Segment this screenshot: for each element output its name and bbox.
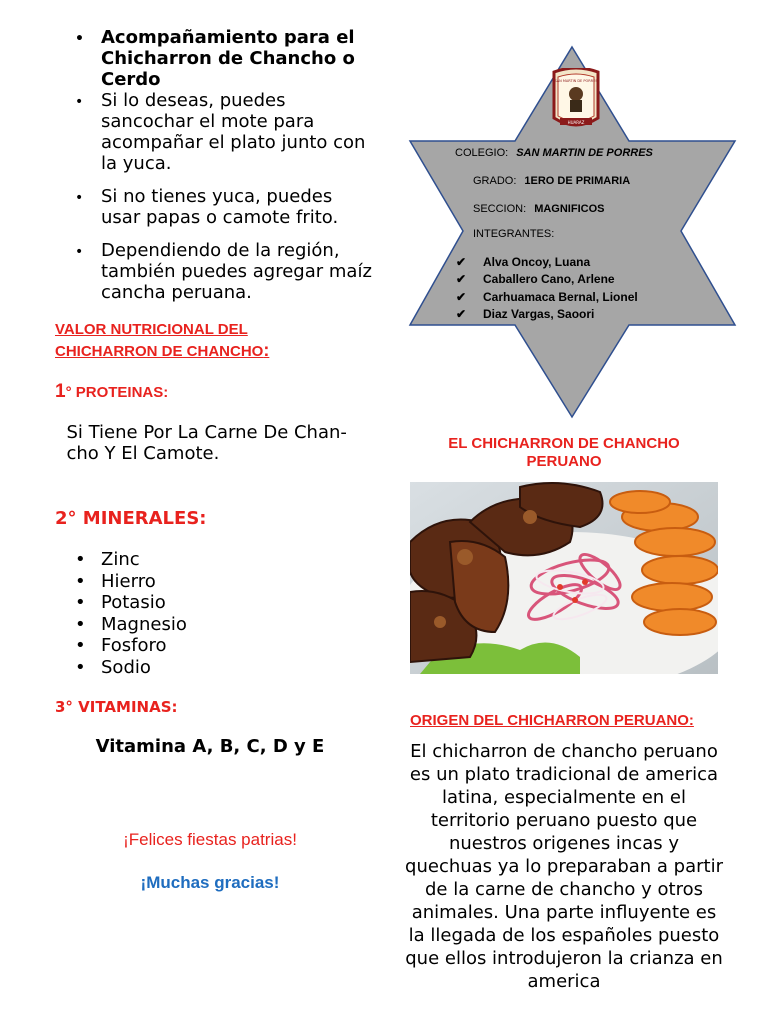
check-icon: ✔ (456, 290, 467, 304)
minerals-heading: 2° MINERALES: (55, 508, 207, 529)
proteins-text (55, 422, 355, 464)
intro-item-cancha: • Dependiendo de la región, también puedes agregar maíz cancha peruana. (75, 240, 375, 303)
vitamins-heading: 3° VITAMINAS: (55, 698, 178, 716)
list-item: • Magnesio (75, 614, 187, 636)
school-crest-icon (550, 68, 602, 130)
felices-fiestas-text: ¡Felices fiestas patrias! (123, 830, 297, 849)
member-item (456, 307, 595, 321)
colegio-value: SAN MARTIN DE PORRES (516, 147, 653, 159)
nutrition-heading (55, 320, 335, 362)
proteins-number: 1 (55, 381, 66, 402)
list-item: • Hierro (75, 571, 187, 593)
member-item (456, 255, 591, 269)
grado-label: GRADO: (473, 175, 517, 187)
member-name: Caballero Cano, Arlene (483, 272, 615, 286)
intro-item-mote: • Si lo deseas, puedes sancochar el mote para acompañar el plato junto con la yuca. (75, 90, 375, 174)
integrantes-label: INTEGRANTES: (473, 228, 555, 240)
list-item: • Zinc (75, 549, 187, 571)
origin-text: El chicharron de chancho peruano es un plato tradicional de america latina, especialmente en el territorio peruano puesto que nuestros origenes incas y quechuas ya lo preparaban a partir de la carne de chancho y otros animales. Una parte influyente es la llegada de los españoles puesto que ellos introdujeron la crianza en america (405, 741, 723, 992)
member-name: Alva Oncoy, Luana (483, 255, 591, 269)
origin-heading: ORIGEN DEL CHICHARRON PERUANO: (410, 712, 694, 729)
nutrition-heading-line1: VALOR NUTRICIONAL DEL (55, 321, 248, 338)
seccion-value: MAGNIFICOS (534, 203, 605, 215)
list-item: • Fosforo (75, 635, 187, 657)
check-icon: ✔ (456, 255, 467, 269)
nutrition-heading-colon: : (263, 340, 270, 360)
seccion-row (473, 203, 604, 215)
proteins-heading-text: ° PROTEINAS: (65, 384, 169, 401)
proteins-heading (55, 381, 168, 403)
proteins-line2: cho Y El Camote. (55, 443, 220, 464)
seccion-label: SECCION: (473, 203, 527, 215)
member-name: Carhuamaca Bernal, Lionel (483, 290, 638, 304)
minerals-list (75, 549, 187, 678)
colegio-label: COLEGIO: (455, 147, 509, 159)
grado-row (473, 175, 630, 187)
muchas-gracias-text: ¡Muchas gracias! (140, 873, 280, 892)
crest-bottom-text: HUARAZ (567, 120, 585, 125)
intro-item-accompaniment: • Acompañamiento para el Chicharron de Chancho o Cerdo (75, 27, 375, 90)
list-item: • Sodio (75, 657, 187, 679)
intro-list (75, 27, 375, 303)
colegio-row (455, 147, 653, 159)
nutrition-heading-line2: CHICHARRON DE CHANCHO (55, 343, 264, 360)
member-item (456, 272, 615, 286)
member-item (456, 290, 638, 304)
chicharron-photo (410, 482, 718, 674)
member-name: Diaz Vargas, Saoori (483, 307, 595, 321)
intro-item-yuca: • Si no tienes yuca, puedes usar papas o camote frito. (75, 186, 375, 228)
check-icon: ✔ (456, 307, 467, 321)
crest-top-text: SAN MARTIN DE PORRES (554, 79, 598, 83)
proteins-line1: Si Tiene Por La Carne De Chan- (55, 422, 347, 443)
dish-title: EL CHICHARRON DE CHANCHO PERUANO (448, 435, 680, 470)
check-icon: ✔ (456, 272, 467, 286)
vitamins-text: Vitamina A, B, C, D y E (95, 736, 325, 757)
list-item: • Potasio (75, 592, 187, 614)
grado-value: 1ERO DE PRIMARIA (524, 175, 631, 187)
